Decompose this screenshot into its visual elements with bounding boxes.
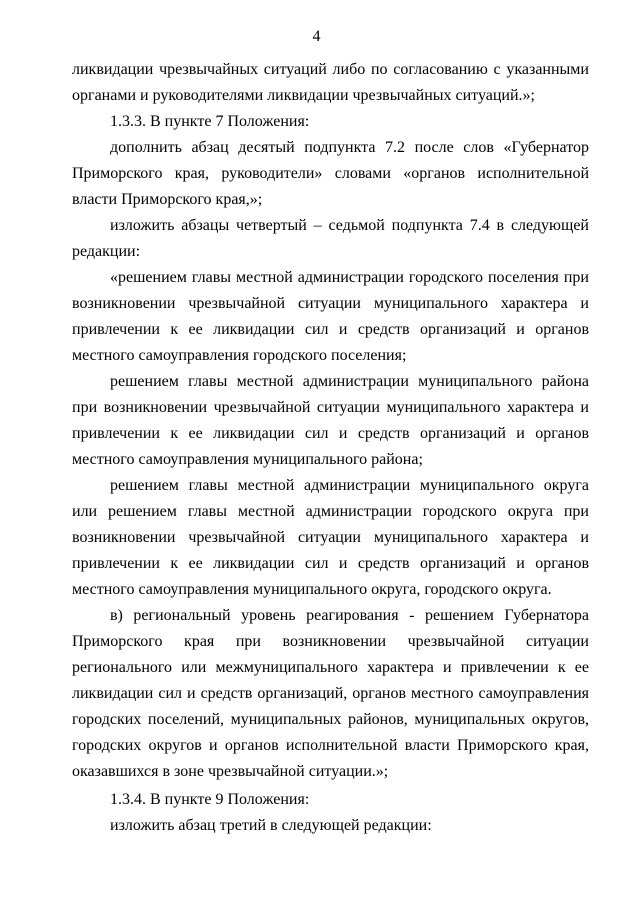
paragraph: «решением главы местной администрации городского поселения при возникновении чрезвычайной ситуации муниципального характера и привлечении к ее ликвидации сил и средств организаций и органов местного самоуправления городского поселения; <box>72 269 589 364</box>
paragraph: в) региональный уровень реагирования - решением Губернатора Приморского края при возникновении чрезвычайной ситуации регионального или межмуниципального характера и привлечении к ее ликвидации сил и средств организаций, органов местного самоуправления городских поселений, муниципальных районов, муниципальных округов, городских округов и органов исполнительной власти Приморского края, оказавшихся в зоне чрезвычайной ситуации.»; <box>72 607 589 780</box>
paragraph: решением главы местной администрации муниципального округа или решением главы местной администрации городского округа при возникновении чрезвычайной ситуации муниципального характера и привлечении к ее ликвидации сил и средств организаций и органов местного самоуправления муниципального округа, городского округа. <box>72 477 589 598</box>
paragraph: изложить абзацы четвертый – седьмой подпункта 7.4 в следующей редакции: <box>72 217 589 260</box>
paragraph: 1.3.4. В пункте 9 Положения: <box>110 791 310 808</box>
page-number: 4 <box>312 28 321 45</box>
paragraph: решением главы местной администрации муниципального района при возникновении чрезвычайной ситуации муниципального характера и привлечении к ее ликвидации сил и средств организаций и органов местного самоуправления муниципального района; <box>72 373 589 468</box>
paragraph: ликвидации чрезвычайных ситуаций либо по согласованию с указанными органами и руководителями ликвидации чрезвычайных ситуаций.»; <box>72 61 589 104</box>
paragraph: 1.3.3. В пункте 7 Положения: <box>110 113 310 130</box>
paragraph: дополнить абзац десятый подпункта 7.2 после слов «Губернатор Приморского края, руководители» словами «органов исполнительной власти Приморского края,»; <box>72 139 589 208</box>
paragraph: изложить абзац третий в следующей редакции: <box>110 817 432 834</box>
